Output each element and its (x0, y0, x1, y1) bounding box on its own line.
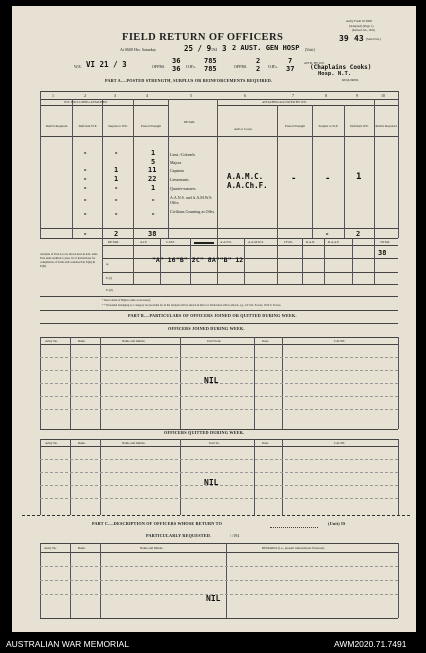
analysis-label: Analysis of Para A to be shown here in ALL units. Para units entitled to pass, 10 of instructions for compilation of forms still contains Part E(iii) & E(iii). (40, 252, 99, 268)
col-line (102, 238, 103, 284)
detail-lieutenants: Lieutenants (170, 177, 189, 182)
col-number: 1 (52, 93, 54, 98)
part-b-title: PART B.—PARTICULARS OF OFFICERS JOINED OR QUITTED DURING WEEK. (128, 313, 297, 318)
row-deficient: - (83, 210, 88, 218)
attd-handwritten-2: Hosp. N.T. (318, 71, 352, 77)
analysis-aif: "A" 16 (152, 256, 176, 264)
rule (102, 272, 398, 273)
row-posted: 1 (151, 184, 156, 192)
quitted-col: CAUSE. (334, 441, 346, 445)
att-deficient: 1 (356, 172, 362, 182)
part-c-col: Army No. (44, 546, 57, 550)
rule (40, 296, 398, 297)
total-posted: 38 (148, 230, 157, 238)
unit-handwritten: 2 AUST. GEN HOSP (232, 44, 300, 52)
serial-number: 43 (354, 34, 364, 43)
rule (40, 105, 168, 106)
year-prefix: 194 (211, 47, 217, 52)
quitted-title: OFFICERS QUITTED DURING WEEK. (164, 430, 245, 435)
attd-handwritten: (Chaplains Cooks) (310, 64, 372, 71)
rule (40, 618, 398, 619)
col-line (254, 439, 255, 515)
row-surplus: 1 (114, 175, 119, 183)
header-reints-att: Rein'ts Required. (375, 124, 398, 128)
detail-aans: A.A.N.S. and A.A.M.W.S. Offrs. (170, 195, 213, 205)
rule (40, 566, 398, 567)
col-number: 8 (325, 93, 327, 98)
year-handwritten: 3 (222, 44, 227, 53)
part-c-date: / /194 (230, 533, 240, 538)
serial-prefix: 39 (339, 34, 349, 43)
col-number: 10 (381, 93, 385, 98)
row-deficient: - (83, 196, 88, 204)
analysis-col: C.M.F. (166, 240, 175, 244)
total-att-surplus: - (325, 230, 330, 238)
rule (40, 409, 398, 410)
detail-lt-col: Lieut.-Colonels (170, 152, 195, 157)
unit-label: (Unit) (305, 47, 315, 52)
rule (40, 439, 398, 440)
rule (40, 580, 398, 581)
col-line (40, 439, 41, 515)
row-deficient: - (83, 175, 88, 183)
col-line (324, 238, 325, 284)
attd-label: ATTD. BY W.E. (304, 61, 326, 65)
part-c-col: Rank. (78, 546, 86, 550)
total-att-deficient: 2 (356, 230, 361, 238)
col-line (277, 105, 278, 238)
offrs2-label: OFFRS. (234, 64, 248, 69)
rule (40, 323, 398, 324)
row-surplus: 1 (114, 166, 119, 174)
analysis-cmf: "C" 8 (192, 256, 212, 264)
row-deficient: - (83, 149, 88, 157)
part-c-col: Name and Initials. (140, 546, 164, 550)
ors2-bottom: 37 (286, 65, 295, 73)
part-c-nil: NIL (206, 594, 221, 603)
row-posted: - (151, 210, 156, 218)
analysis-row-a: A. (106, 262, 110, 266)
offrs-bottom: 36 (172, 65, 181, 73)
quitted-col: Name and Initials. (122, 441, 146, 445)
row-posted: 11 (148, 166, 157, 174)
header-surplus: Surplus to W.E. (107, 124, 128, 128)
row-posted: - (151, 196, 156, 204)
analysis-col: A.A.M.W.S. (248, 240, 264, 244)
rule (40, 337, 398, 338)
part-a-title: PART A.—POSTED STRENGTH, SURPLUS OR REINFORCEMENTS REQUIRED. (105, 78, 273, 83)
rule (40, 543, 398, 544)
col-line (398, 439, 399, 515)
detail-qm: Quarter-masters (170, 186, 196, 191)
row-surplus: - (114, 196, 119, 204)
joined-nil: NIL (204, 376, 219, 385)
ors-label: O.R's. (186, 64, 196, 69)
analysis-row-ei: E.(i) (106, 276, 112, 280)
form-code-adapted: (Adapted) (Page 1) (349, 24, 374, 28)
col-line (70, 439, 71, 515)
analysis-col: A.A.N.S. (220, 240, 232, 244)
quitted-col: Unit To. (209, 441, 220, 445)
col-line (244, 238, 245, 284)
rule (102, 245, 398, 246)
rule (40, 310, 398, 311)
col-line (302, 238, 303, 284)
ors-bottom: 785 (204, 65, 217, 73)
part-c-subtitle: PARTICULARLY REQUESTED. (146, 533, 212, 538)
detail-majors: Majors (170, 160, 182, 165)
form-code-revised: (Revised Jan., 1941) (352, 29, 375, 32)
header-detail: DETAIL (184, 120, 196, 124)
rule (40, 344, 398, 345)
header-reints: Rein'ts Required. (46, 124, 68, 128)
joined-title: OFFICERS JOINED DURING WEEK. (168, 326, 245, 331)
group-left-header: W.E. EXCLUDING ATTACHED (64, 100, 107, 104)
rule (40, 485, 398, 486)
joined-col: Unit From. (207, 339, 222, 343)
form-page (12, 6, 416, 632)
col-line (180, 439, 181, 515)
archive-footer (0, 636, 426, 653)
rule (40, 552, 398, 553)
header-posted-att: Posted Strength (284, 124, 306, 128)
page-title: FIELD RETURN OF OFFICERS (122, 32, 284, 43)
quitted-col: Army No. (45, 441, 58, 445)
ors2-top: 7 (288, 57, 293, 65)
analysis-row-eii: E.(ii) (106, 288, 113, 292)
col-number: 5 (190, 93, 192, 98)
row-deficient: - (83, 184, 88, 192)
offrs2-top: 2 (256, 57, 261, 65)
col-line (344, 105, 345, 238)
analysis-ab: "A""B" 12 (208, 256, 244, 264)
serial-label: (Serial No.) (366, 37, 382, 41)
form-code: Army Form W.3008 (346, 19, 372, 23)
col-number: 9 (356, 93, 358, 98)
joined-col: Date. (262, 339, 269, 343)
col-line (374, 99, 375, 238)
row-posted: 5 (151, 158, 156, 166)
col-line (398, 337, 399, 429)
analysis-col: DETAIL (108, 240, 120, 244)
col-line (282, 439, 283, 515)
analysis-col: R.A.A.F. (328, 240, 340, 244)
strike-line (194, 242, 214, 244)
att-surplus: - (325, 174, 331, 184)
rule (40, 459, 398, 460)
header-deficient: Deficient W.E. (78, 124, 98, 128)
row-surplus: - (114, 149, 119, 157)
offrs2-bottom: 2 (256, 65, 261, 73)
col-number: 6 (244, 93, 246, 98)
rule (217, 105, 398, 106)
cut-line (22, 515, 410, 516)
joined-col: Rank. (78, 339, 86, 343)
offrs-label: OFFRS. (152, 64, 166, 69)
ors-top: 785 (204, 57, 217, 65)
joined-col: CAUSE. (334, 339, 346, 343)
att-posted: - (291, 174, 297, 184)
col-line (352, 238, 353, 284)
arm-handwritten-1: A.A.M.C. (227, 172, 264, 181)
col-number: 2 (84, 93, 86, 98)
note-1: * Insert detail of Higher ranks as necessary. (102, 299, 151, 302)
col-line (217, 99, 218, 238)
quitted-nil: NIL (204, 478, 219, 487)
row-posted: 1 (151, 149, 156, 157)
joined-col: Name and Initials. (122, 339, 146, 343)
part-c-col: REMARKS (i.e., present whereabouts if known). (262, 546, 325, 550)
analysis-col: TOTAL (380, 240, 391, 244)
total-surplus: 2 (114, 230, 119, 238)
header-deficient-att: Deficient W.E. (350, 124, 369, 128)
total-deficient: - (83, 230, 88, 238)
header-surplus-att: Surplus to W.E. (318, 124, 339, 128)
rule (40, 357, 398, 358)
col-line (398, 91, 399, 238)
we-handwritten: VI 21 / 3 (86, 60, 127, 69)
rule (40, 91, 398, 92)
analysis-col: A.I.F. (140, 240, 148, 244)
rule (102, 258, 398, 259)
rule (40, 383, 398, 384)
row-surplus: - (114, 184, 119, 192)
col-line (72, 99, 73, 238)
rule (40, 446, 398, 447)
group-right-header: ATTACHED ALLOWED BY W.E. (262, 100, 308, 104)
col-line (168, 99, 169, 238)
detail-civilians: Civilians Counting as Offrs. (170, 209, 216, 214)
col-line (133, 99, 134, 238)
analysis-total: 38 (378, 249, 387, 257)
col-line (374, 238, 375, 284)
analysis-b: "B" 2 (176, 256, 196, 264)
part-c-title-end: (Unit) IS (328, 521, 346, 526)
rule (40, 370, 398, 371)
ors2-label: O.R's. (268, 64, 278, 69)
rule (40, 498, 398, 499)
col-number: 7 (292, 93, 294, 98)
rule (40, 396, 398, 397)
col-line (312, 105, 313, 238)
part-c-title: PART C.—DESCRIPTION OF OFFICERS WHOSE RETURN TO (92, 521, 223, 526)
rule (102, 284, 398, 285)
col-line (133, 238, 134, 284)
col-line (277, 238, 278, 284)
header-arm: Arm or Corps. (234, 127, 253, 131)
header-posted: Posted Strength (140, 124, 162, 128)
quitted-col: Date. (262, 441, 269, 445)
col-line (100, 439, 101, 515)
row-surplus: - (114, 210, 119, 218)
col-line (398, 543, 399, 618)
row-deficient: - (83, 166, 88, 174)
date-handwritten: 25 / 9 (184, 44, 212, 53)
attd-sub: REQUIRED. (342, 78, 359, 82)
we-label: W.E. (74, 64, 82, 69)
rule (40, 238, 398, 239)
offrs-top: 36 (172, 57, 181, 65)
at-line: At 0600 Hrs. Saturday (120, 47, 156, 52)
footer-left: AUSTRALIAN WAR MEMORIAL (6, 639, 129, 649)
joined-col: Army No. (45, 339, 58, 343)
arm-handwritten-2: A.A.Ch.F. (227, 181, 268, 190)
col-line (102, 99, 103, 238)
col-number: 3 (114, 93, 116, 98)
quitted-col: Rank. (78, 441, 86, 445)
blank-line (270, 527, 318, 528)
col-line (40, 91, 41, 238)
rule (40, 472, 398, 473)
detail-captains: Captains (170, 168, 184, 173)
row-posted: 22 (148, 175, 157, 183)
analysis-col: R.A.N. (306, 240, 316, 244)
footer-right: AWM2020.71.7491 (334, 639, 407, 649)
analysis-col: CIVIL. (284, 240, 294, 244)
col-number: 4 (146, 93, 148, 98)
note-2: * * Personnel belonging to a category not provided for in the analysis will be shown in this Col. Particulars will be shown, e.g., 16 U.K. Forces; 18 N.Z. Forces. (102, 304, 282, 307)
